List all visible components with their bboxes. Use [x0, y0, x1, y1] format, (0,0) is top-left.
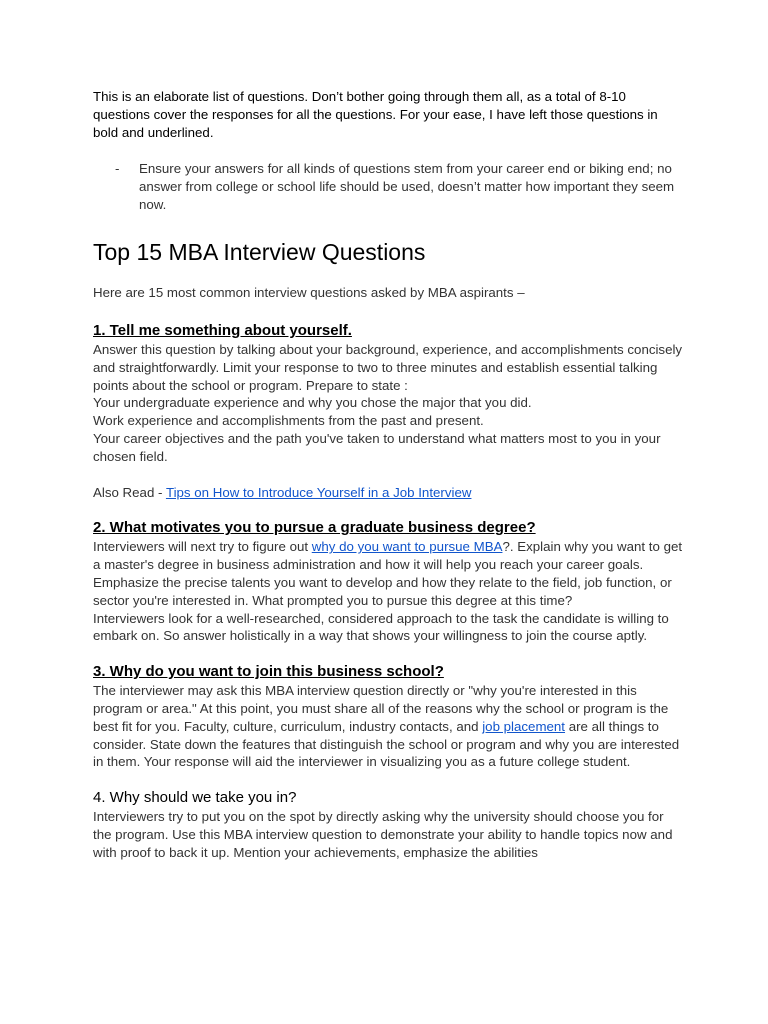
- question-2-text-before: Interviewers will next try to figure out: [93, 539, 312, 555]
- intro-paragraph: This is an elaborate list of questions. Don’t bother going through them all, as a total of 8-10 questions cover the responses for all the questions. For your ease, I have left those questions in bold and underlined.: [93, 89, 658, 140]
- job-placement-link[interactable]: job placement: [482, 718, 566, 734]
- also-read-line: [93, 484, 683, 502]
- question-3-answer: [93, 682, 683, 771]
- question-3-text-after: are all things to consider. State down the features that distinguish the school or program and why you are interested in them. Your response will aid the interviewer in visualizing you as a future college student.: [93, 718, 680, 770]
- bullet-item: [93, 160, 683, 214]
- question-2-section: [93, 518, 683, 645]
- question-3-section: [93, 662, 683, 771]
- question-4-section: [93, 788, 683, 861]
- also-read-link[interactable]: Tips on How to Introduce Yourself in a Job Interview: [165, 484, 472, 500]
- question-2-answer-2: Interviewers look for a well-researched, considered approach to the task the candidate is willing to embark on. So answer holistically in a way that shows your willingness to join the course aptly.: [93, 610, 669, 644]
- also-read-prefix: Also Read -: [93, 484, 166, 500]
- question-2-text-after: ?. Explain why you want to get a master's degree in business administration and how it will help you reach your career goals. Emphasize the precise talents you want to develop and how they relate to the field, job function, or sector you're interested in. What prompted you to pursue this degree at this time?: [93, 539, 683, 608]
- question-3-heading: 3. Why do you want to join this business school?: [93, 663, 444, 681]
- question-2-answer: [93, 538, 683, 609]
- question-4-heading: 4. Why should we take you in?: [93, 789, 297, 807]
- why-pursue-mba-link[interactable]: why do you want to pursue MBA: [311, 539, 503, 555]
- document-page: [93, 88, 683, 862]
- question-1-point-undergraduate: Your undergraduate experience and why you chose the major that you did.: [93, 395, 532, 411]
- question-1-point-career: Your career objectives and the path you've taken to understand what matters most to you in your chosen field.: [93, 430, 661, 464]
- question-1-point-work: Work experience and accomplishments from the past and present.: [93, 413, 484, 429]
- main-heading: Top 15 MBA Interview Questions: [93, 239, 426, 265]
- question-4-answer: Interviewers try to put you on the spot by directly asking why the university should choose you for the program. Use this MBA interview question to demonstrate your ability to handle topics now and with proof to back it up. Mention your achievements, emphasize the abilities: [93, 809, 673, 860]
- question-3-text-before: The interviewer may ask this MBA interview question directly or "why you're interested in this program or area." At this point, you must share all of the reasons why the school or program is the best fit for you. Faculty, culture, curriculum, industry contacts, and: [93, 683, 669, 734]
- bullet-text: Ensure your answers for all kinds of questions stem from your career end or biking end; no answer from college or school life should be used, doesn’t matter how important they seem now.: [139, 161, 675, 212]
- bullet-marker: -: [115, 161, 120, 176]
- question-1-heading: 1. Tell me something about yourself.: [93, 322, 352, 339]
- question-1-section: [93, 321, 683, 501]
- question-2-heading: 2. What motivates you to pursue a graduate business degree?: [93, 519, 536, 537]
- lead-paragraph: Here are 15 most common interview questions asked by MBA aspirants –: [93, 285, 525, 300]
- question-1-answer: Answer this question by talking about your background, experience, and accomplishments concisely and straightforwardly. Limit your response to two to three minutes and establish essential talking points about the school or program. Prepare to state :: [93, 342, 683, 393]
- bullet-list: [93, 160, 683, 214]
